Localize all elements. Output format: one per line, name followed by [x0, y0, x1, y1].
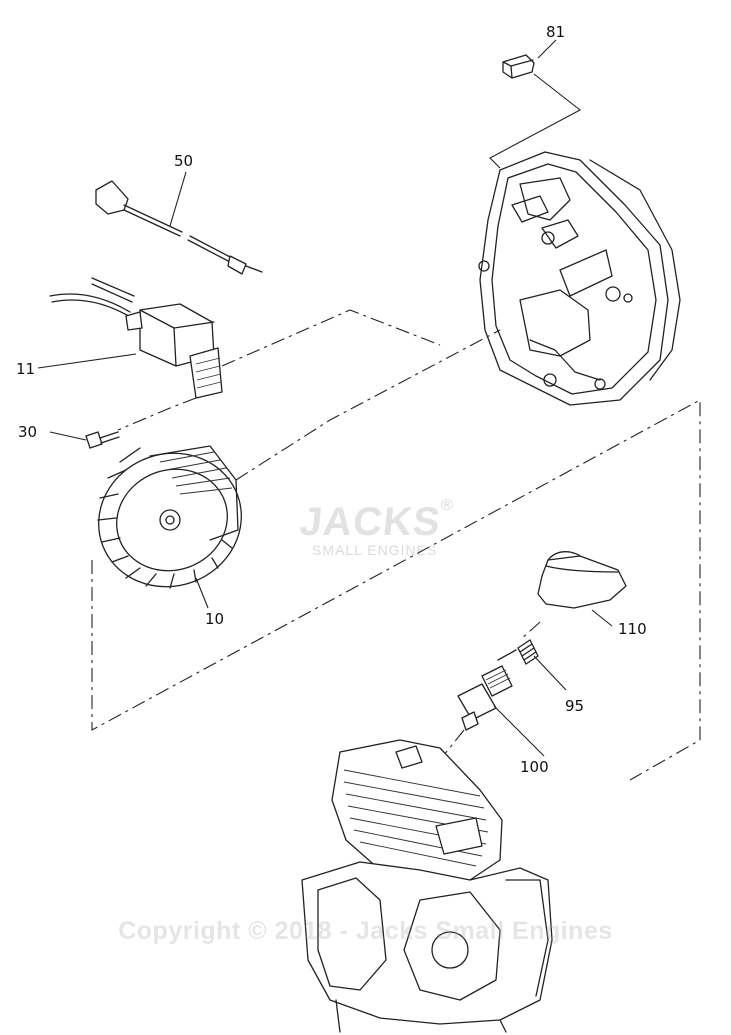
watermark-logo: JACKS: [297, 500, 443, 544]
part-110-cap: [538, 552, 626, 608]
part-95-spring: [518, 640, 538, 664]
leader-95: [534, 656, 566, 690]
dash-11-housing: [222, 310, 440, 366]
watermark-registered-mark: ®: [441, 497, 453, 514]
part-label-11: 11: [16, 360, 36, 378]
leader-30: [50, 432, 86, 440]
dash-flywheel-housing: [236, 330, 500, 480]
part-label-50: 50: [174, 152, 194, 170]
part-label-81: 81: [546, 23, 566, 41]
part-30-bolt: [86, 432, 119, 448]
dash-11-bolt: [118, 398, 196, 430]
part-81-clip: [503, 55, 534, 78]
leader-50: [170, 172, 186, 226]
watermark-logo-subtitle: SMALL ENGINES: [312, 542, 438, 558]
part-label-95: 95: [565, 697, 585, 715]
leader-10: [196, 578, 208, 608]
dash-cap-spring: [520, 622, 540, 640]
part-label-10: 10: [205, 610, 225, 628]
part-label-110: 110: [618, 620, 647, 638]
engine-block: [302, 740, 552, 1032]
leader-110: [592, 610, 612, 626]
fan-housing: [479, 152, 680, 405]
leader-81: [538, 40, 556, 58]
part-100-spark-plug: [458, 650, 516, 730]
part-11-ignition-coil: [50, 278, 222, 398]
leader-11: [38, 354, 136, 368]
part-10-flywheel: [80, 433, 260, 606]
part-label-30: 30: [18, 423, 38, 441]
leader-100: [494, 706, 544, 756]
watermark-copyright: Copyright © 2018 - Jacks Small Engines: [118, 917, 613, 945]
dash-81-housing: [490, 74, 580, 168]
part-label-100: 100: [520, 758, 549, 776]
